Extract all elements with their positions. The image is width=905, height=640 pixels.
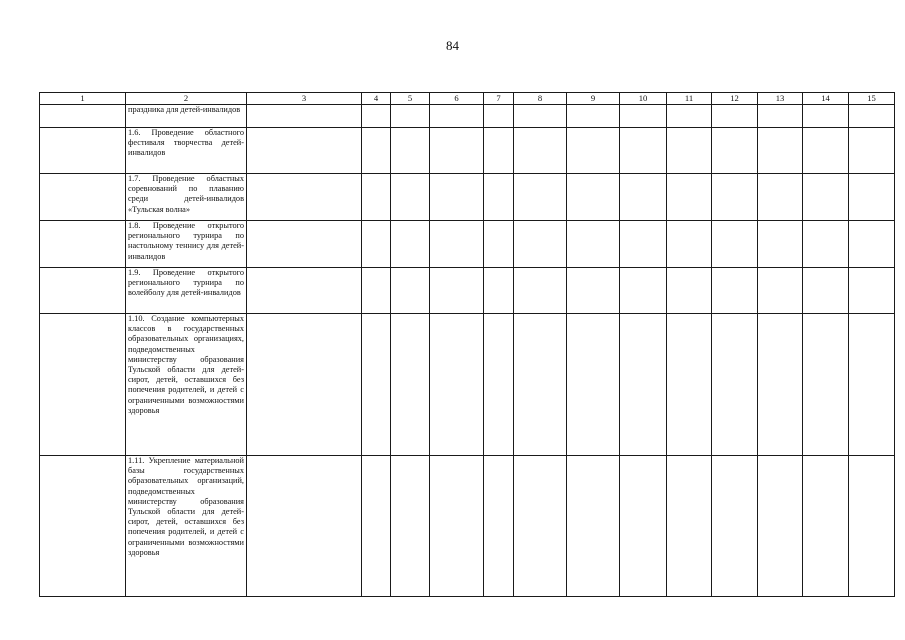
table-cell [391,314,430,456]
table-cell [712,314,758,456]
column-header-12: 12 [712,93,758,105]
table-row [40,221,895,268]
table-row [40,456,895,597]
table-cell [391,105,430,128]
table-cell [40,268,126,314]
table-cell [514,128,567,174]
table-row [40,105,895,128]
table-cell [758,128,803,174]
column-header-8: 8 [514,93,567,105]
table-cell [667,174,712,221]
table-cell [620,174,667,221]
table-cell [40,221,126,268]
table-cell [712,128,758,174]
table-row [40,128,895,174]
row-description [126,456,247,597]
table-cell [758,105,803,128]
table-cell [712,221,758,268]
table-cell [430,314,484,456]
table-cell [362,105,391,128]
table-cell [514,456,567,597]
column-header-9: 9 [567,93,620,105]
table-cell [849,268,895,314]
row-description-text: 1.7. Проведение областных соревнований по плаванию среди детей-инвалидов «Тульская волна» [128,174,244,214]
column-header-10: 10 [620,93,667,105]
column-header-11: 11 [667,93,712,105]
column-header-7: 7 [484,93,514,105]
table-cell [484,105,514,128]
table-cell [430,268,484,314]
column-header-13: 13 [758,93,803,105]
table-cell [712,174,758,221]
table-cell [803,128,849,174]
table-cell [803,221,849,268]
table-cell [758,221,803,268]
table-cell [514,268,567,314]
table-cell [391,128,430,174]
table-cell [712,456,758,597]
row-description [126,128,247,174]
table-cell [758,314,803,456]
table-cell [620,221,667,268]
table-cell [514,174,567,221]
table-cell [40,314,126,456]
table-cell [430,221,484,268]
row-description [126,174,247,221]
row-description-text: 1.11. Укрепление материальной базы государственных образовательных организаций, подведомственных министерству образования Тульской области для детей-сирот, детей, оставшихся без попечения родителей, и детей с ограниченными возможностями здоровья [128,456,244,557]
row-description-text: 1.8. Проведение открытого регионального турнира по настольному теннису для детей-инвалидов [128,221,244,261]
table-cell [849,221,895,268]
table-cell [484,314,514,456]
table-cell [620,314,667,456]
table-cell [849,314,895,456]
table-cell [484,174,514,221]
column-header-2: 2 [126,93,247,105]
table-cell [247,221,362,268]
row-description [126,268,247,314]
table-row [40,314,895,456]
row-description-text: 1.6. Проведение областного фестиваля творчества детей-инвалидов [128,128,244,158]
table-cell [514,221,567,268]
row-description-text: праздника для детей-инвалидов [128,105,241,114]
table-cell [484,268,514,314]
column-header-6: 6 [430,93,484,105]
table-cell [430,174,484,221]
table-cell [567,268,620,314]
table-cell [667,105,712,128]
table-cell [667,128,712,174]
table-cell [362,174,391,221]
table-cell [484,221,514,268]
row-description-text: 1.10. Создание компьютерных классов в государственных образовательных организациях, подведомственных министерству образования Тульской области для детей-сирот, детей, оставшихся без попечения родителей, и детей с ограниченными возможностями здоровья [128,314,244,415]
table-cell [667,221,712,268]
table-cell [484,128,514,174]
table-cell [620,268,667,314]
table-cell [362,456,391,597]
page-number: 84 [446,38,459,53]
table-cell [430,456,484,597]
table-cell [514,314,567,456]
table-cell [247,105,362,128]
table-cell [484,456,514,597]
table-cell [247,174,362,221]
row-description [126,105,247,128]
column-header-4: 4 [362,93,391,105]
table-row [40,268,895,314]
table-cell [620,456,667,597]
table-cell [567,128,620,174]
table-cell [40,174,126,221]
table-cell [430,105,484,128]
table-cell [247,314,362,456]
table-cell [803,314,849,456]
table-cell [247,268,362,314]
row-description-text: 1.9. Проведение открытого регионального турнира по волейболу для детей-инвалидов [128,268,244,298]
table-cell [567,174,620,221]
row-description [126,314,247,456]
table-cell [567,105,620,128]
table-cell [803,105,849,128]
table-cell [567,221,620,268]
table-cell [849,174,895,221]
column-header-5: 5 [391,93,430,105]
table-cell [362,268,391,314]
table-cell [758,456,803,597]
table-cell [620,105,667,128]
table-cell [849,456,895,597]
column-header-1: 1 [40,93,126,105]
table-cell [567,314,620,456]
table-cell [362,128,391,174]
table-cell [40,456,126,597]
table-cell [391,174,430,221]
table-cell [430,128,484,174]
table-cell [803,456,849,597]
table-cell [667,268,712,314]
table-cell [803,174,849,221]
table-cell [849,105,895,128]
program-table [39,92,895,597]
table-cell [40,105,126,128]
row-description [126,221,247,268]
table-cell [391,221,430,268]
table-cell [247,456,362,597]
table-cell [758,174,803,221]
table-cell [849,128,895,174]
table-cell [567,456,620,597]
table-cell [758,268,803,314]
table-cell [514,105,567,128]
header-row [40,93,895,105]
table-cell [362,314,391,456]
table-cell [362,221,391,268]
table-cell [391,456,430,597]
table-cell [40,128,126,174]
table-cell [712,105,758,128]
table-cell [712,268,758,314]
column-header-3: 3 [247,93,362,105]
table-row [40,174,895,221]
column-header-14: 14 [803,93,849,105]
table-cell [247,128,362,174]
table-cell [667,456,712,597]
column-header-15: 15 [849,93,895,105]
table-cell [620,128,667,174]
table-cell [667,314,712,456]
table-cell [391,268,430,314]
table-cell [803,268,849,314]
